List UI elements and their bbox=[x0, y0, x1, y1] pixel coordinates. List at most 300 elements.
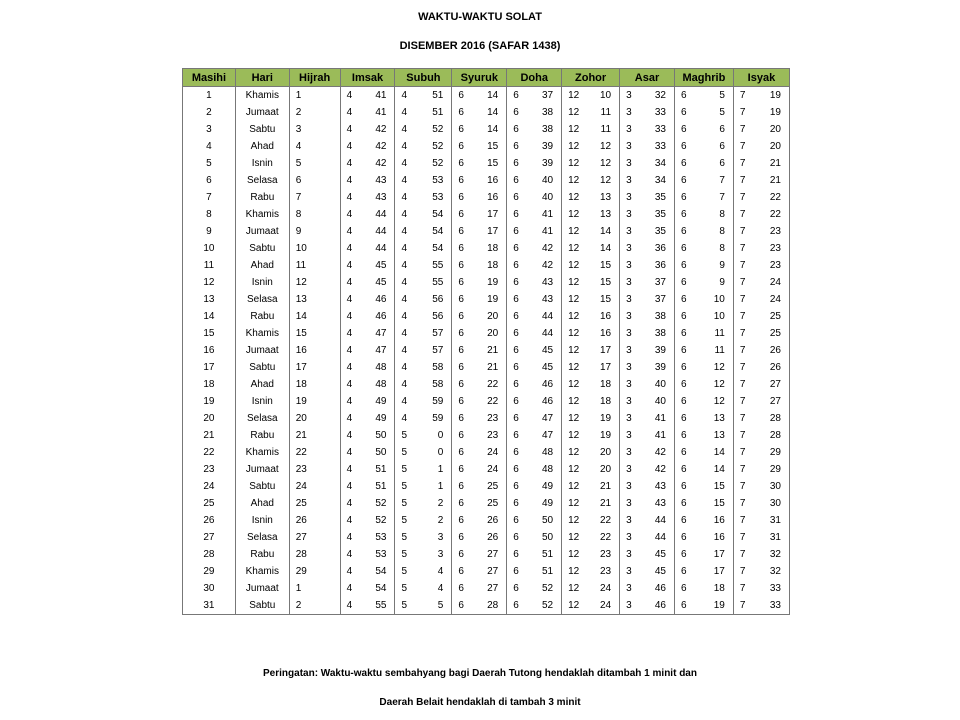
cell-imsak-hour: 4 bbox=[346, 464, 353, 475]
cell-subuh-minute: 57 bbox=[423, 342, 451, 359]
cell-syuruk-hour: 6 bbox=[458, 379, 464, 390]
cell-subuh-minute: 4 bbox=[423, 563, 451, 580]
cell-doha-hour: 6 bbox=[513, 141, 519, 152]
cell-imsak-minute: 54 bbox=[368, 580, 395, 597]
cell-asar-hour: 3 bbox=[626, 277, 632, 288]
cell-masihi: 23 bbox=[183, 461, 236, 478]
cell-isyak-hour: 7 bbox=[739, 515, 746, 526]
cell-asar-hour: 3 bbox=[626, 192, 632, 203]
cell-subuh-minute: 54 bbox=[423, 223, 451, 240]
cell-subuh-hour: 4 bbox=[401, 345, 408, 356]
cell-asar-minute: 42 bbox=[647, 461, 674, 478]
cell-isyak-hour: 7 bbox=[739, 413, 746, 424]
cell-imsak-hour: 4 bbox=[346, 90, 353, 101]
table-row bbox=[183, 257, 790, 274]
cell-isyak-minute: 24 bbox=[761, 291, 790, 308]
cell-syuruk-minute: 17 bbox=[479, 223, 506, 240]
cell-doha-hour: 6 bbox=[513, 549, 519, 560]
cell-doha-minute: 47 bbox=[534, 427, 561, 444]
cell-hijrah: 21 bbox=[289, 427, 340, 444]
cell-hijrah: 10 bbox=[289, 240, 340, 257]
cell-maghrib-hour: 6 bbox=[674, 597, 703, 615]
cell-subuh-minute: 51 bbox=[423, 87, 451, 105]
header-subuh: Subuh bbox=[395, 69, 452, 87]
cell-asar-minute: 35 bbox=[647, 206, 674, 223]
cell-imsak-hour: 4 bbox=[346, 413, 353, 424]
cell-doha-minute: 46 bbox=[534, 376, 561, 393]
cell-syuruk-hour: 6 bbox=[458, 328, 464, 339]
cell-imsak-minute: 51 bbox=[368, 461, 395, 478]
cell-maghrib-hour: 6 bbox=[680, 498, 687, 509]
table-row bbox=[183, 478, 790, 495]
cell-maghrib-minute: 8 bbox=[704, 223, 733, 240]
header-zohor: Zohor bbox=[562, 69, 620, 87]
cell-doha-minute: 50 bbox=[534, 512, 561, 529]
cell-masihi: 15 bbox=[183, 325, 236, 342]
cell-hari: Jumaat bbox=[235, 342, 289, 359]
cell-zohor-minute: 18 bbox=[591, 393, 619, 410]
cell-imsak-hour: 4 bbox=[346, 362, 353, 373]
cell-masihi: 28 bbox=[183, 546, 236, 563]
cell-zohor-hour: 12 bbox=[568, 107, 580, 118]
cell-isyak-minute: 33 bbox=[761, 597, 790, 615]
cell-masihi: 31 bbox=[183, 597, 236, 615]
cell-hari: Sabtu bbox=[235, 359, 289, 376]
cell-hari: Ahad bbox=[235, 257, 289, 274]
cell-imsak-hour: 4 bbox=[346, 311, 353, 322]
cell-syuruk-minute: 27 bbox=[479, 563, 506, 580]
cell-subuh-minute: 53 bbox=[423, 172, 451, 189]
cell-doha-hour: 6 bbox=[513, 311, 519, 322]
table-row bbox=[183, 495, 790, 512]
cell-doha-hour: 6 bbox=[513, 226, 519, 237]
cell-asar-hour: 3 bbox=[626, 464, 632, 475]
cell-isyak-hour: 7 bbox=[739, 498, 746, 509]
cell-masihi: 14 bbox=[183, 308, 236, 325]
cell-maghrib-minute: 7 bbox=[704, 189, 733, 206]
cell-imsak-hour: 4 bbox=[346, 328, 353, 339]
cell-asar-minute: 37 bbox=[647, 274, 674, 291]
cell-doha-hour: 6 bbox=[513, 124, 519, 135]
cell-isyak-hour: 7 bbox=[739, 328, 746, 339]
cell-subuh-hour: 4 bbox=[401, 175, 408, 186]
cell-maghrib-minute: 19 bbox=[704, 597, 733, 615]
table-row bbox=[183, 87, 790, 105]
cell-imsak-minute: 41 bbox=[368, 104, 395, 121]
cell-imsak-hour: 4 bbox=[346, 396, 353, 407]
cell-zohor-minute: 20 bbox=[591, 461, 619, 478]
note-line-1: Peringatan: Waktu-waktu sembahyang bagi Daerah Tutong hendaklah ditambah 1 minit dan bbox=[263, 668, 697, 679]
cell-masihi: 24 bbox=[183, 478, 236, 495]
cell-imsak-minute: 49 bbox=[368, 410, 395, 427]
cell-doha-minute: 44 bbox=[534, 325, 561, 342]
cell-maghrib-minute: 6 bbox=[704, 155, 733, 172]
cell-syuruk-hour: 6 bbox=[458, 498, 464, 509]
cell-syuruk-minute: 24 bbox=[479, 461, 506, 478]
cell-isyak-hour: 7 bbox=[739, 311, 746, 322]
cell-maghrib-hour: 6 bbox=[680, 192, 687, 203]
cell-maghrib-hour: 6 bbox=[680, 209, 687, 220]
cell-isyak-hour: 7 bbox=[739, 464, 746, 475]
cell-subuh-hour: 4 bbox=[401, 294, 408, 305]
cell-asar-minute: 34 bbox=[647, 172, 674, 189]
cell-zohor-minute: 21 bbox=[591, 495, 619, 512]
cell-zohor-minute: 12 bbox=[591, 155, 619, 172]
cell-hari: Selasa bbox=[235, 172, 289, 189]
cell-isyak-minute: 19 bbox=[761, 104, 790, 121]
table-row bbox=[183, 393, 790, 410]
cell-zohor-minute: 22 bbox=[591, 512, 619, 529]
cell-hari: Khamis bbox=[235, 444, 289, 461]
cell-masihi: 18 bbox=[183, 376, 236, 393]
cell-maghrib-minute: 17 bbox=[704, 563, 733, 580]
cell-doha-minute: 50 bbox=[534, 529, 561, 546]
cell-maghrib-hour: 6 bbox=[680, 294, 687, 305]
cell-isyak-minute: 29 bbox=[761, 444, 790, 461]
cell-zohor-minute: 20 bbox=[591, 444, 619, 461]
cell-maghrib-hour: 6 bbox=[680, 464, 687, 475]
cell-masihi: 22 bbox=[183, 444, 236, 461]
cell-doha-minute: 41 bbox=[534, 223, 561, 240]
cell-maghrib-minute: 16 bbox=[704, 529, 733, 546]
header-hari: Hari bbox=[235, 69, 289, 87]
cell-hari: Isnin bbox=[235, 274, 289, 291]
cell-zohor-minute: 11 bbox=[591, 121, 619, 138]
cell-syuruk-hour: 6 bbox=[458, 430, 464, 441]
cell-masihi: 4 bbox=[183, 138, 236, 155]
cell-syuruk-minute: 14 bbox=[479, 121, 506, 138]
cell-zohor-minute: 21 bbox=[591, 478, 619, 495]
cell-maghrib-minute: 12 bbox=[704, 359, 733, 376]
cell-imsak-minute: 50 bbox=[368, 427, 395, 444]
cell-hari: Khamis bbox=[235, 87, 289, 105]
cell-asar-hour: 3 bbox=[626, 209, 632, 220]
cell-syuruk-hour: 6 bbox=[458, 396, 464, 407]
cell-zohor-minute: 17 bbox=[591, 359, 619, 376]
cell-zohor-hour: 12 bbox=[562, 597, 591, 615]
cell-isyak-hour: 7 bbox=[739, 566, 746, 577]
cell-subuh-hour: 5 bbox=[401, 464, 408, 475]
cell-isyak-hour: 7 bbox=[739, 226, 746, 237]
table-row bbox=[183, 189, 790, 206]
cell-imsak-minute: 46 bbox=[368, 308, 395, 325]
header-isyak: Isyak bbox=[733, 69, 789, 87]
cell-doha-hour: 6 bbox=[513, 532, 519, 543]
cell-subuh-hour: 5 bbox=[401, 515, 408, 526]
cell-maghrib-hour: 6 bbox=[680, 311, 687, 322]
cell-asar-minute: 33 bbox=[647, 138, 674, 155]
table-row bbox=[183, 427, 790, 444]
cell-maghrib-minute: 13 bbox=[704, 427, 733, 444]
cell-subuh-hour: 4 bbox=[401, 158, 408, 169]
cell-hari: Rabu bbox=[235, 308, 289, 325]
cell-masihi: 6 bbox=[183, 172, 236, 189]
cell-hari: Sabtu bbox=[235, 597, 289, 615]
cell-masihi: 10 bbox=[183, 240, 236, 257]
table-body bbox=[183, 87, 790, 615]
header-masihi: Masihi bbox=[183, 69, 236, 87]
cell-maghrib-minute: 11 bbox=[704, 342, 733, 359]
table-row bbox=[183, 308, 790, 325]
cell-imsak-hour: 4 bbox=[346, 107, 353, 118]
cell-subuh-minute: 56 bbox=[423, 308, 451, 325]
cell-asar-minute: 46 bbox=[647, 597, 674, 615]
table-row bbox=[183, 376, 790, 393]
cell-imsak-minute: 44 bbox=[368, 206, 395, 223]
cell-zohor-minute: 19 bbox=[591, 427, 619, 444]
cell-asar-minute: 38 bbox=[647, 308, 674, 325]
cell-isyak-hour: 7 bbox=[739, 175, 746, 186]
cell-imsak-minute: 54 bbox=[368, 563, 395, 580]
cell-subuh-hour: 5 bbox=[401, 430, 408, 441]
cell-syuruk-minute: 15 bbox=[479, 138, 506, 155]
cell-maghrib-minute: 15 bbox=[704, 495, 733, 512]
cell-asar-hour: 3 bbox=[626, 141, 632, 152]
table-row bbox=[183, 240, 790, 257]
cell-masihi: 11 bbox=[183, 257, 236, 274]
cell-subuh-hour: 5 bbox=[401, 447, 408, 458]
cell-hijrah: 15 bbox=[289, 325, 340, 342]
cell-hari: Jumaat bbox=[235, 104, 289, 121]
cell-syuruk-minute: 20 bbox=[479, 325, 506, 342]
cell-maghrib-hour: 6 bbox=[680, 379, 687, 390]
cell-asar-hour: 3 bbox=[626, 413, 632, 424]
cell-zohor-minute: 12 bbox=[591, 172, 619, 189]
cell-syuruk-hour: 6 bbox=[458, 294, 464, 305]
cell-hijrah: 28 bbox=[289, 546, 340, 563]
cell-asar-minute: 44 bbox=[647, 529, 674, 546]
cell-subuh-minute: 53 bbox=[423, 189, 451, 206]
cell-syuruk-hour: 6 bbox=[458, 481, 464, 492]
cell-doha-minute: 52 bbox=[534, 597, 561, 615]
cell-isyak-minute: 33 bbox=[761, 580, 790, 597]
cell-syuruk-minute: 16 bbox=[479, 172, 506, 189]
cell-subuh-hour: 4 bbox=[401, 396, 408, 407]
cell-subuh-minute: 54 bbox=[423, 240, 451, 257]
cell-doha-hour: 6 bbox=[513, 464, 519, 475]
cell-imsak-minute: 53 bbox=[368, 529, 395, 546]
cell-masihi: 9 bbox=[183, 223, 236, 240]
cell-zohor-hour: 12 bbox=[568, 379, 580, 390]
cell-asar-minute: 44 bbox=[647, 512, 674, 529]
cell-syuruk-hour: 6 bbox=[458, 175, 464, 186]
cell-subuh-hour: 5 bbox=[401, 549, 408, 560]
cell-imsak-hour: 4 bbox=[346, 277, 353, 288]
cell-isyak-minute: 24 bbox=[761, 274, 790, 291]
cell-maghrib-hour: 6 bbox=[680, 90, 687, 101]
cell-maghrib-hour: 6 bbox=[680, 260, 687, 271]
cell-hijrah: 1 bbox=[289, 87, 340, 105]
cell-syuruk-minute: 14 bbox=[479, 87, 506, 105]
cell-maghrib-minute: 5 bbox=[704, 87, 733, 105]
cell-isyak-minute: 27 bbox=[761, 376, 790, 393]
cell-isyak-minute: 22 bbox=[761, 189, 790, 206]
cell-maghrib-hour: 6 bbox=[680, 175, 687, 186]
cell-hijrah: 7 bbox=[289, 189, 340, 206]
cell-asar-minute: 46 bbox=[647, 580, 674, 597]
cell-zohor-hour: 12 bbox=[568, 549, 580, 560]
cell-asar-hour: 3 bbox=[626, 396, 632, 407]
cell-imsak-hour: 4 bbox=[346, 192, 353, 203]
header-syuruk: Syuruk bbox=[452, 69, 507, 87]
cell-doha-minute: 49 bbox=[534, 478, 561, 495]
cell-isyak-minute: 23 bbox=[761, 223, 790, 240]
cell-asar-hour: 3 bbox=[626, 481, 632, 492]
cell-hari: Selasa bbox=[235, 291, 289, 308]
cell-asar-minute: 36 bbox=[647, 257, 674, 274]
cell-imsak-minute: 47 bbox=[368, 325, 395, 342]
cell-asar-hour: 3 bbox=[626, 362, 632, 373]
cell-syuruk-hour: 6 bbox=[458, 362, 464, 373]
cell-asar-hour: 3 bbox=[626, 90, 632, 101]
cell-syuruk-hour: 6 bbox=[458, 243, 464, 254]
cell-asar-hour: 3 bbox=[626, 243, 632, 254]
cell-syuruk-minute: 28 bbox=[479, 597, 506, 615]
cell-zohor-hour: 12 bbox=[568, 345, 580, 356]
cell-syuruk-minute: 18 bbox=[479, 240, 506, 257]
cell-maghrib-minute: 8 bbox=[704, 206, 733, 223]
cell-syuruk-hour: 6 bbox=[458, 226, 464, 237]
cell-imsak-hour: 4 bbox=[346, 209, 353, 220]
cell-zohor-minute: 14 bbox=[591, 223, 619, 240]
cell-isyak-hour: 7 bbox=[739, 209, 746, 220]
cell-hari: Ahad bbox=[235, 495, 289, 512]
cell-isyak-hour: 7 bbox=[739, 583, 746, 594]
note-line-2: Daerah Belait hendaklah di tambah 3 minit bbox=[379, 697, 581, 708]
cell-imsak-minute: 43 bbox=[368, 172, 395, 189]
cell-zohor-hour: 12 bbox=[568, 311, 580, 322]
cell-doha-hour: 6 bbox=[513, 362, 519, 373]
cell-isyak-hour: 7 bbox=[739, 141, 746, 152]
cell-maghrib-hour: 6 bbox=[680, 396, 687, 407]
cell-hijrah: 9 bbox=[289, 223, 340, 240]
cell-doha-minute: 52 bbox=[534, 580, 561, 597]
cell-subuh-hour: 4 bbox=[401, 90, 408, 101]
cell-doha-minute: 42 bbox=[534, 257, 561, 274]
cell-subuh-hour: 4 bbox=[401, 226, 408, 237]
table-row bbox=[183, 325, 790, 342]
cell-isyak-minute: 20 bbox=[761, 121, 790, 138]
cell-maghrib-minute: 15 bbox=[704, 478, 733, 495]
cell-doha-hour: 6 bbox=[513, 447, 519, 458]
cell-syuruk-hour: 6 bbox=[458, 90, 464, 101]
cell-maghrib-minute: 6 bbox=[704, 121, 733, 138]
cell-imsak-minute: 42 bbox=[368, 121, 395, 138]
cell-isyak-minute: 26 bbox=[761, 359, 790, 376]
cell-maghrib-hour: 6 bbox=[680, 277, 687, 288]
cell-zohor-minute: 13 bbox=[591, 206, 619, 223]
cell-syuruk-hour: 6 bbox=[458, 260, 464, 271]
cell-maghrib-minute: 17 bbox=[704, 546, 733, 563]
cell-doha-minute: 45 bbox=[534, 359, 561, 376]
cell-doha-minute: 42 bbox=[534, 240, 561, 257]
cell-imsak-minute: 45 bbox=[368, 257, 395, 274]
cell-hijrah: 27 bbox=[289, 529, 340, 546]
cell-asar-hour: 3 bbox=[626, 107, 632, 118]
cell-isyak-hour: 7 bbox=[739, 90, 746, 101]
cell-zohor-minute: 22 bbox=[591, 529, 619, 546]
cell-isyak-hour: 7 bbox=[739, 379, 746, 390]
cell-zohor-hour: 12 bbox=[568, 226, 580, 237]
cell-doha-hour: 6 bbox=[513, 209, 519, 220]
cell-subuh-minute: 2 bbox=[423, 495, 451, 512]
table-row bbox=[183, 155, 790, 172]
cell-asar-hour: 3 bbox=[626, 158, 632, 169]
cell-isyak-minute: 21 bbox=[761, 155, 790, 172]
cell-doha-minute: 48 bbox=[534, 444, 561, 461]
cell-hari: Khamis bbox=[235, 325, 289, 342]
cell-isyak-minute: 31 bbox=[761, 529, 790, 546]
cell-doha-minute: 49 bbox=[534, 495, 561, 512]
cell-subuh-minute: 56 bbox=[423, 291, 451, 308]
cell-syuruk-minute: 25 bbox=[479, 478, 506, 495]
cell-subuh-hour: 4 bbox=[401, 362, 408, 373]
cell-imsak-minute: 48 bbox=[368, 376, 395, 393]
cell-doha-hour: 6 bbox=[513, 277, 519, 288]
cell-isyak-minute: 31 bbox=[761, 512, 790, 529]
cell-subuh-hour: 4 bbox=[401, 192, 408, 203]
cell-subuh-minute: 2 bbox=[423, 512, 451, 529]
cell-doha-hour: 6 bbox=[513, 158, 519, 169]
cell-maghrib-hour: 6 bbox=[680, 141, 687, 152]
cell-syuruk-hour: 6 bbox=[458, 447, 464, 458]
table-row bbox=[183, 546, 790, 563]
cell-maghrib-hour: 6 bbox=[680, 566, 687, 577]
cell-subuh-hour: 4 bbox=[401, 413, 408, 424]
cell-isyak-minute: 23 bbox=[761, 240, 790, 257]
table-row bbox=[183, 580, 790, 597]
cell-syuruk-hour: 6 bbox=[458, 464, 464, 475]
cell-imsak-minute: 50 bbox=[368, 444, 395, 461]
cell-syuruk-minute: 18 bbox=[479, 257, 506, 274]
cell-subuh-minute: 58 bbox=[423, 359, 451, 376]
cell-syuruk-hour: 6 bbox=[458, 515, 464, 526]
cell-imsak-minute: 48 bbox=[368, 359, 395, 376]
cell-isyak-hour: 7 bbox=[739, 549, 746, 560]
cell-subuh-hour: 4 bbox=[401, 209, 408, 220]
cell-zohor-hour: 12 bbox=[568, 515, 580, 526]
header-asar: Asar bbox=[620, 69, 675, 87]
cell-maghrib-hour: 6 bbox=[680, 243, 687, 254]
cell-isyak-hour: 7 bbox=[739, 294, 746, 305]
cell-imsak-hour: 4 bbox=[346, 243, 353, 254]
cell-isyak-hour: 7 bbox=[739, 447, 746, 458]
cell-asar-hour: 3 bbox=[626, 328, 632, 339]
cell-imsak-minute: 55 bbox=[368, 597, 395, 615]
cell-syuruk-minute: 21 bbox=[479, 359, 506, 376]
cell-syuruk-hour: 6 bbox=[458, 209, 464, 220]
cell-subuh-minute: 55 bbox=[423, 274, 451, 291]
cell-doha-hour: 6 bbox=[513, 498, 519, 509]
table-row bbox=[183, 444, 790, 461]
cell-asar-hour: 3 bbox=[620, 597, 647, 615]
cell-zohor-minute: 15 bbox=[591, 257, 619, 274]
cell-imsak-hour: 4 bbox=[346, 158, 353, 169]
cell-asar-minute: 45 bbox=[647, 546, 674, 563]
cell-imsak-hour: 4 bbox=[346, 532, 353, 543]
cell-hijrah: 2 bbox=[289, 104, 340, 121]
cell-imsak-hour: 4 bbox=[346, 447, 353, 458]
table-row bbox=[183, 172, 790, 189]
cell-isyak-minute: 32 bbox=[761, 546, 790, 563]
cell-subuh-minute: 59 bbox=[423, 393, 451, 410]
cell-subuh-minute: 3 bbox=[423, 546, 451, 563]
cell-imsak-minute: 42 bbox=[368, 138, 395, 155]
cell-doha-minute: 51 bbox=[534, 546, 561, 563]
cell-isyak-minute: 32 bbox=[761, 563, 790, 580]
cell-imsak-hour: 4 bbox=[346, 226, 353, 237]
cell-maghrib-minute: 6 bbox=[704, 138, 733, 155]
